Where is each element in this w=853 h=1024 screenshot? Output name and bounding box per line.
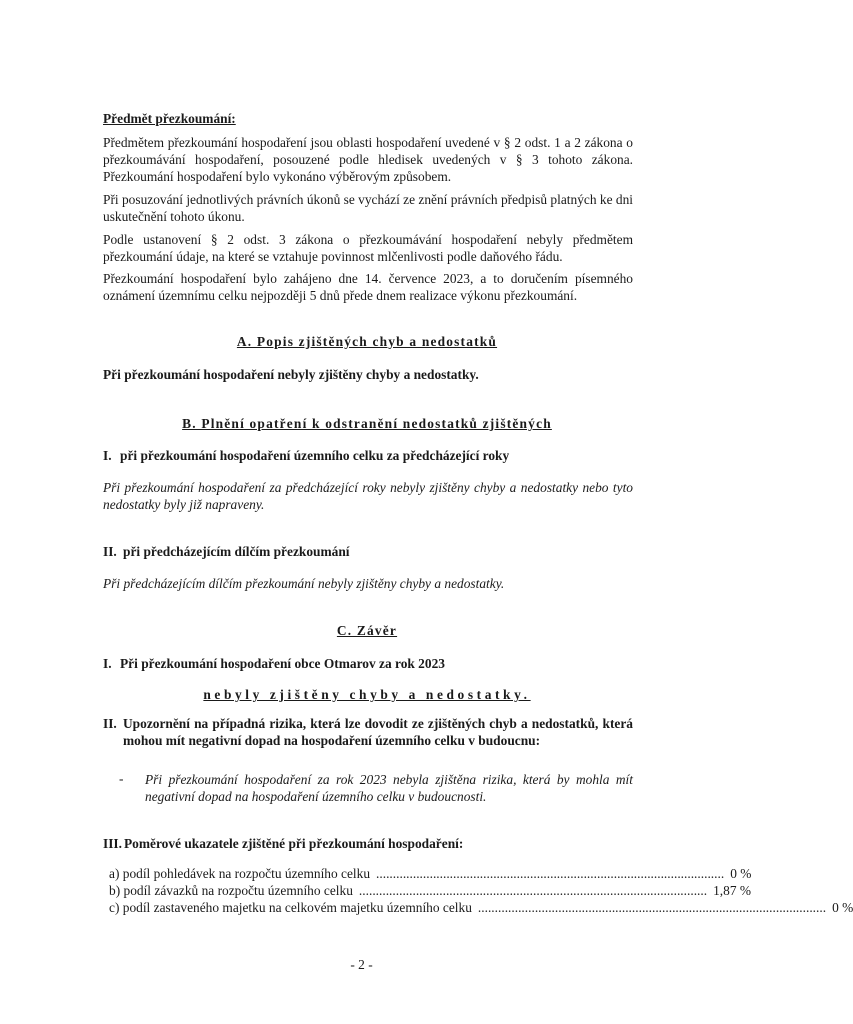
indicator-label: a) podíl pohledávek na rozpočtu územního celku <box>109 866 371 881</box>
section-c-item-1-title: Při přezkoumání hospodaření obce Otmarov za rok 2023 <box>120 656 445 671</box>
section-c-item-2-number: II. <box>103 716 117 731</box>
indicator-row <box>109 900 853 916</box>
section-b-item-2-number: II. <box>103 544 117 559</box>
indicator-value: 0 % <box>730 866 752 881</box>
section-b-item-1-title: při přezkoumání hospodaření územního celku za předcházející roky <box>120 448 510 463</box>
section-c-item-2-text: Při přezkoumání hospodaření za rok 2023 nebyla zjištěna rizika, která by mohla mít negativní dopad na hospodaření územního celku v budoucnosti. <box>145 772 633 804</box>
section-b-item-1-text: Při přezkoumání hospodaření za předcházející roky nebyly zjištěny chyby a nedostatky nebo tyto nedostatky byly již napraveny. <box>103 480 633 512</box>
indicator-label: b) podíl závazků na rozpočtu územního celku <box>109 883 353 898</box>
section-c-heading: C. Závěr <box>336 623 398 638</box>
subject-paragraph-2: Při posuzování jednotlivých právních úkonů se vychází ze znění právních předpisů platných ke dni uskutečnění tohoto úkonu. <box>103 192 633 224</box>
subject-paragraph-1: Předmětem přezkoumání hospodaření jsou oblasti hospodaření uvedené v § 2 odst. 1 a 2 zákona o přezkoumávání hospodaření, posouzené podle hledisek uvedených v § 3 tohoto zákona. Přezkoumání hospodaření bylo vykonáno výběrovým způsobem. <box>103 135 633 184</box>
section-a-heading: A. Popis zjištěných chyb a nedostatků <box>236 334 498 349</box>
section-c-item-3 <box>103 835 633 852</box>
indicator-value: 1,87 % <box>713 883 752 898</box>
section-c-item-2 <box>103 715 633 749</box>
indicator-leader-dots: ........................................................................................................ <box>358 883 708 898</box>
page-number: - 2 - <box>350 957 373 972</box>
indicator-leader-dots: ........................................................................................................ <box>477 900 827 915</box>
section-c-item-3-title: Poměrové ukazatele zjištěné při přezkoumání hospodaření: <box>124 836 464 851</box>
section-a-text: Při přezkoumání hospodaření nebyly zjištěny chyby a nedostatky. <box>103 367 479 382</box>
section-b-item-2-text: Při předcházejícím dílčím přezkoumání nebyly zjištěny chyby a nedostatky. <box>103 576 505 591</box>
section-c-item-2-title: Upozornění na případná rizika, která lze dovodit ze zjištěných chyb a nedostatků, která mohou mít negativní dopad na hospodaření územního celku v budoucnu: <box>123 716 633 748</box>
indicator-leader-dots: ........................................................................................................ <box>376 866 725 881</box>
section-c-item-2-dash: - <box>119 771 124 786</box>
section-c-result: nebyly zjištěny chyby a nedostatky. <box>203 687 531 702</box>
section-c-item-1-number: I. <box>103 656 112 671</box>
indicator-row <box>109 883 752 899</box>
section-c-item-3-number: III. <box>103 836 122 851</box>
section-b-heading: B. Plnění opatření k odstranění nedostatků zjištěných <box>182 416 552 431</box>
section-c-item-1 <box>103 655 633 672</box>
subject-paragraph-4: Přezkoumání hospodaření bylo zahájeno dne 14. července 2023, a to doručením písemného oznámení územnímu celku nejpozději 5 dnů přede dnem realizace výkonu přezkoumání. <box>103 271 633 303</box>
section-b-item-2-title: při předcházejícím dílčím přezkoumání <box>123 544 350 559</box>
indicator-value: 0 % <box>832 900 853 915</box>
section-b-item-2 <box>103 543 633 560</box>
section-b-item-1 <box>103 447 633 464</box>
subject-paragraph-3: Podle ustanovení § 2 odst. 3 zákona o přezkoumávání hospodaření nebyly předmětem přezkoumání údaje, na které se vztahuje povinnost mlčenlivosti podle daňového řádu. <box>103 232 633 264</box>
subject-heading: Předmět přezkoumání: <box>103 111 236 126</box>
indicator-row <box>109 866 752 882</box>
section-b-item-1-number: I. <box>103 448 112 463</box>
indicator-label: c) podíl zastaveného majetku na celkovém majetku územního celku <box>109 900 472 915</box>
